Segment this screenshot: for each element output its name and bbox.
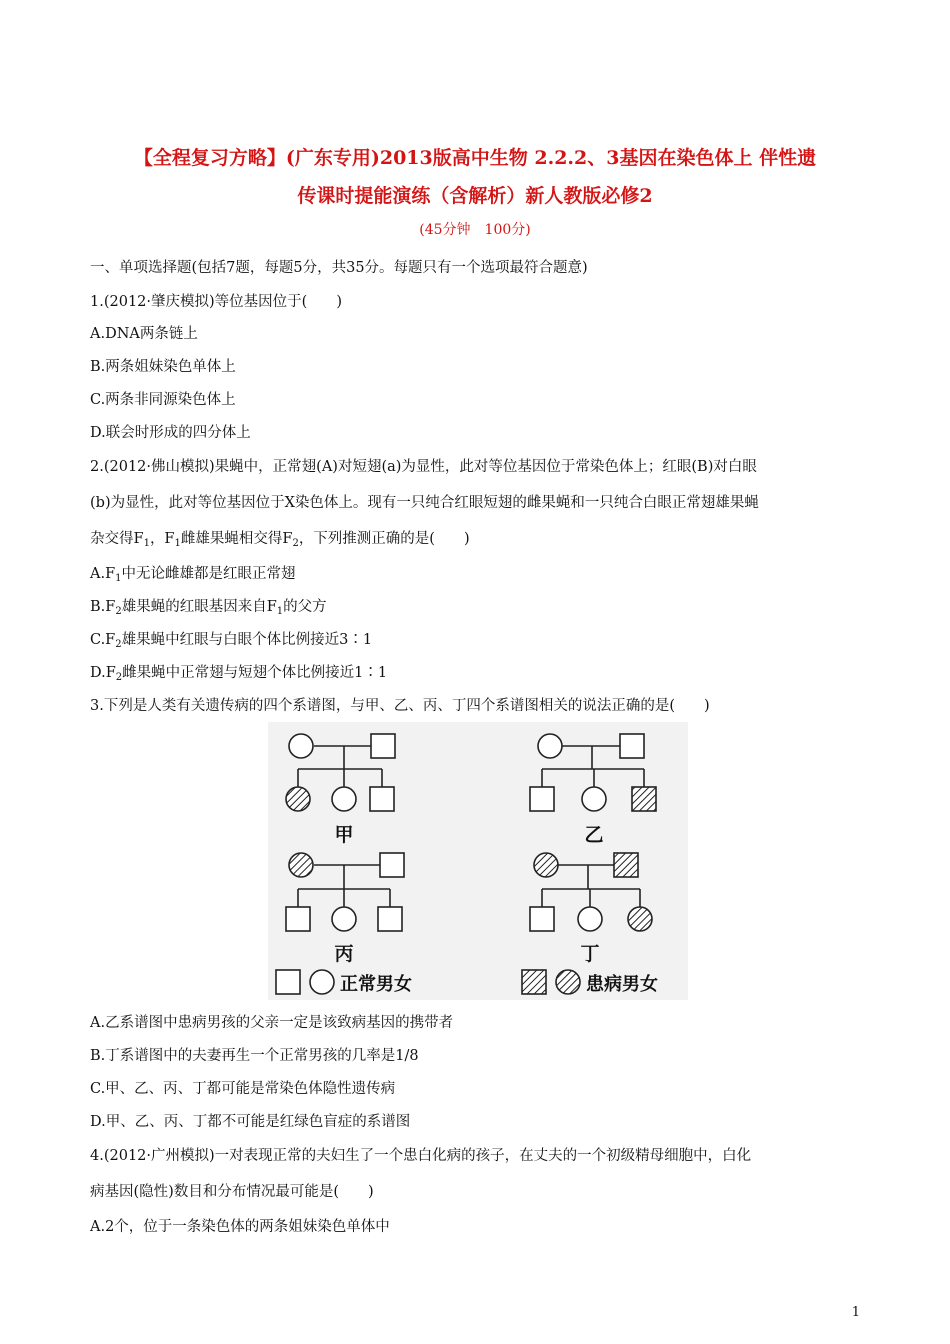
bing-affected-mother (289, 853, 313, 877)
legend-affected-female-icon (556, 970, 580, 994)
document-title-line2: 传课时提能演练（含解析）新人教版必修2 (297, 185, 653, 207)
q2-stem-line2: (b)为显性，此对等位基因位于X染色体上。现有一只纯合红眼短翅的雌果蝇和一只纯合白眼正常翅雄果蝇 (90, 495, 759, 511)
jia-daughter (332, 787, 356, 811)
jia-son (370, 787, 394, 811)
q1-option-d: D.联会时形成的四分体上 (90, 425, 251, 441)
q2-stem-line3: 杂交得$F_1$，$F_1$雌雄果蝇相交得$F_2$，下列推测正确的是( ) (90, 531, 470, 549)
bing-father (380, 853, 404, 877)
jia-mother (289, 734, 313, 758)
q1-stem: 1.(2012·肇庆模拟)等位基因位于( ) (90, 294, 342, 310)
q3-option-a: A.乙系谱图中患病男孩的父亲一定是该致病基因的携带者 (90, 1015, 454, 1031)
q2-option-b: $B.F_2$雄果蝇的红眼基因来自$F_1$的父方 (90, 599, 327, 617)
ding-affected-father (614, 853, 638, 877)
yi-mother (538, 734, 562, 758)
yi-father (620, 734, 644, 758)
q2-stem-line1: 2.(2012·佛山模拟)果蝇中，正常翅(A)对短翅(a)为显性，此对等位基因位于常染色体上；红眼(B)对白眼 (90, 459, 757, 475)
document-title-line1: 【全程复习方略】(广东专用)2013版高中生物 2.2.2、3基因在染色体上 伴性遗 (133, 147, 817, 169)
legend-normal-male-icon (276, 970, 300, 994)
label-ding: 丁 (580, 943, 600, 965)
bing-daughter (332, 907, 356, 931)
label-yi: 乙 (584, 824, 604, 846)
q2-option-a: $A.F_1$中无论雌雄都是红眼正常翅 (90, 566, 296, 584)
bing-son-1 (286, 907, 310, 931)
legend-affected-male-icon (522, 970, 546, 994)
yi-daughter (582, 787, 606, 811)
bing-son-2 (378, 907, 402, 931)
q4-stem-line2: 病基因(隐性)数目和分布情况最可能是( ) (90, 1184, 374, 1200)
ding-affected-daughter (628, 907, 652, 931)
q2-option-c: $C.F_2$雄果蝇中红眼与白眼个体比例接近3∶1 (90, 632, 373, 650)
ding-affected-mother (534, 853, 558, 877)
q4-option-a: A.2个，位于一条染色体的两条姐妹染色单体中 (90, 1219, 390, 1235)
label-jia: 甲 (334, 824, 354, 846)
ding-daughter (578, 907, 602, 931)
q1-option-a: A.DNA两条链上 (90, 326, 198, 342)
pedigree-figure (268, 722, 688, 1000)
legend-affected-label: 患病男女 (586, 974, 658, 995)
section-heading: 一、单项选择题(包括7题，每题5分，共35分。每题只有一个选项最符合题意) (90, 260, 588, 276)
q3-option-d: D.甲、乙、丙、丁都不可能是红绿色盲症的系谱图 (90, 1114, 411, 1130)
q1-option-c: C.两条非同源染色体上 (90, 392, 236, 408)
time-score-subtitle: (45分钟 100分) (419, 222, 531, 238)
legend-normal-female-icon (310, 970, 334, 994)
ding-son (530, 907, 554, 931)
q2-option-d: $D.F_2$雌果蝇中正常翅与短翅个体比例接近1∶1 (90, 665, 388, 683)
legend-normal-label: 正常男女 (340, 974, 412, 995)
q3-stem: 3.下列是人类有关遗传病的四个系谱图，与甲、乙、丙、丁四个系谱图相关的说法正确的是( ) (90, 698, 710, 714)
q3-option-b: B.丁系谱图中的夫妻再生一个正常男孩的几率是1/8 (90, 1048, 419, 1064)
yi-son (530, 787, 554, 811)
yi-affected-son (632, 787, 656, 811)
jia-affected-daughter (286, 787, 310, 811)
q3-option-c: C.甲、乙、丙、丁都可能是常染色体隐性遗传病 (90, 1081, 396, 1097)
label-bing: 丙 (334, 943, 354, 965)
q1-option-b: B.两条姐妹染色单体上 (90, 359, 236, 375)
q4-stem-line1: 4.(2012·广州模拟)一对表现正常的夫妇生了一个患白化病的孩子，在丈夫的一个初级精母细胞中，白化 (90, 1148, 752, 1164)
page-number: 1 (851, 1305, 860, 1320)
jia-father (371, 734, 395, 758)
